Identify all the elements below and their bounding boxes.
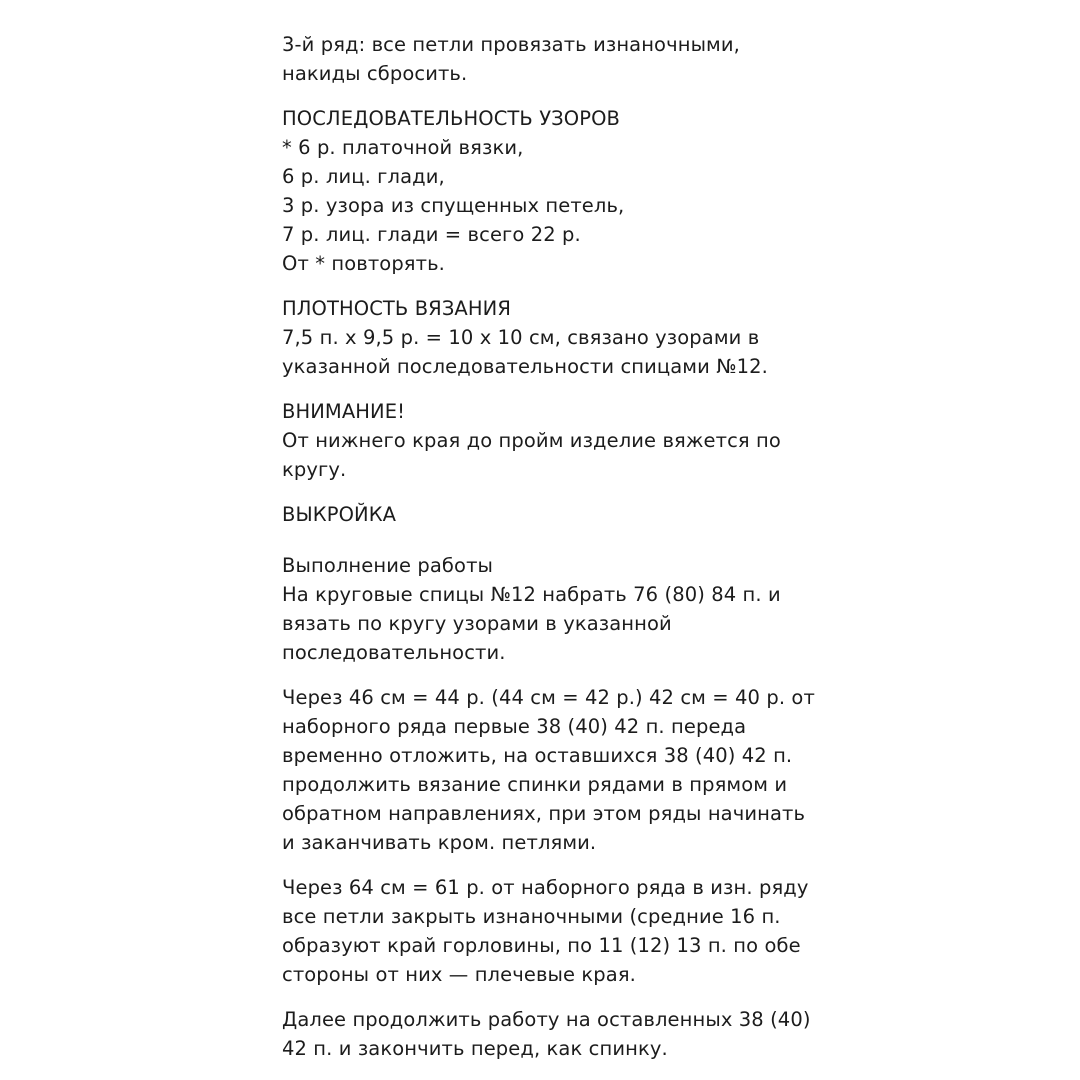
close-paragraph <box>282 873 822 989</box>
pattern-sequence-section <box>282 104 822 278</box>
text-line: образуют край горловины, по 11 (12) 13 п. по обе <box>282 934 801 957</box>
text-line: накиды сбросить. <box>282 62 468 85</box>
attention-heading: ВНИМАНИЕ! <box>282 400 406 423</box>
pattern-sequence-heading: ПОСЛЕДОВАТЕЛЬНОСТЬ УЗОРОВ <box>282 107 621 130</box>
gauge-section <box>282 294 822 381</box>
row3-paragraph <box>282 30 822 88</box>
text-line: От нижнего края до пройм изделие вяжется по <box>282 429 781 452</box>
text-line: Далее продолжить работу на оставленных 38 (40) <box>282 1008 811 1031</box>
text-line: указанной последовательности спицами №12. <box>282 355 768 378</box>
text-line: стороны от них — плечевые края. <box>282 963 636 986</box>
text-line: 42 п. и закончить перед, как спинку. <box>282 1037 668 1060</box>
pattern-heading: ВЫКРОЙКА <box>282 503 397 526</box>
attention-section <box>282 397 822 484</box>
work-section <box>282 551 822 667</box>
text-line: временно отложить, на оставшихся 38 (40) 42 п. <box>282 744 793 767</box>
text-line: наборного ряда первые 38 (40) 42 п. переда <box>282 715 747 738</box>
text-line: обратном направлениях, при этом ряды начинать <box>282 802 806 825</box>
gauge-heading: ПЛОТНОСТЬ ВЯЗАНИЯ <box>282 297 511 320</box>
text-line: Через 64 см = 61 р. от наборного ряда в изн. ряду <box>282 876 809 899</box>
text-line: 6 р. лиц. глади, <box>282 165 445 188</box>
back-paragraph <box>282 683 822 857</box>
text-line: От * повторять. <box>282 252 445 275</box>
text-line: продолжить вязание спинки рядами в прямом и <box>282 773 788 796</box>
knitting-instructions <box>282 30 822 1079</box>
pattern-heading-block <box>282 500 822 529</box>
text-line: На круговые спицы №12 набрать 76 (80) 84 п. и <box>282 583 781 606</box>
text-line: 3-й ряд: все петли провязать изнаночными, <box>282 33 740 56</box>
text-line: 7 р. лиц. глади = всего 22 р. <box>282 223 581 246</box>
text-line: все петли закрыть изнаночными (средние 16 п. <box>282 905 781 928</box>
text-line: кругу. <box>282 458 347 481</box>
work-heading: Выполнение работы <box>282 554 494 577</box>
text-line: вязать по кругу узорами в указанной <box>282 612 672 635</box>
text-line: Через 46 см = 44 р. (44 см = 42 р.) 42 см = 40 р. от <box>282 686 815 709</box>
text-line: 7,5 п. х 9,5 р. = 10 х 10 см, связано узорами в <box>282 326 760 349</box>
text-line: последовательности. <box>282 641 506 664</box>
text-line: * 6 р. платочной вязки, <box>282 136 524 159</box>
text-line: и заканчивать кром. петлями. <box>282 831 597 854</box>
text-line: 3 р. узора из спущенных петель, <box>282 194 625 217</box>
front-paragraph <box>282 1005 822 1063</box>
